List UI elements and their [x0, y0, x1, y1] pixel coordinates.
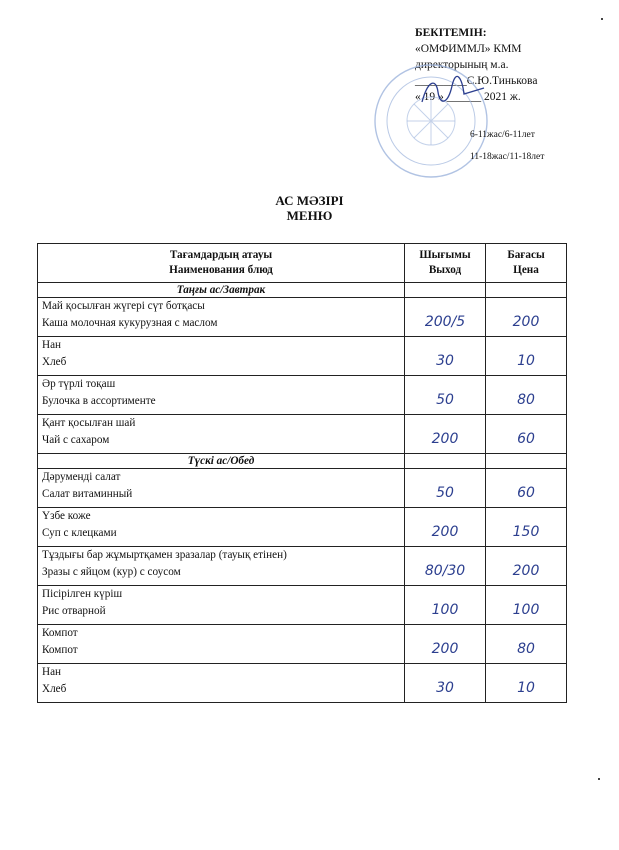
dish-name: Үзбе коже Суп с клецками: [38, 508, 405, 547]
table-row: [38, 337, 567, 376]
dish-output: 100: [405, 586, 486, 625]
table-row: [38, 376, 567, 415]
dish-price: 150: [486, 508, 567, 547]
section-title: Түскі ас/Обед: [38, 454, 405, 469]
header-dish-name: Тағамдардың атауы Наименования блюд: [38, 244, 405, 283]
table-row: [38, 625, 567, 664]
scan-speck: [598, 778, 600, 780]
dish-output: 30: [405, 664, 486, 703]
dish-name: Нан Хлеб: [38, 664, 405, 703]
approval-organization: «ОМФИММЛ» КММ: [415, 43, 522, 55]
section-row-lunch: [38, 454, 567, 469]
approval-date: « 19 » ______ 2021 ж.: [415, 91, 521, 103]
table-row: [38, 298, 567, 337]
dish-price: 60: [486, 415, 567, 454]
approval-heading: БЕКІТЕМІН:: [415, 27, 487, 39]
dish-name: Қант қосылған шай Чай с сахаром: [38, 415, 405, 454]
dish-price: 60: [486, 469, 567, 508]
dish-output: 30: [405, 337, 486, 376]
section-title: Таңғы ас/Завтрак: [38, 283, 405, 298]
dish-price: 10: [486, 664, 567, 703]
dish-output: 50: [405, 376, 486, 415]
section-row-breakfast: [38, 283, 567, 298]
header-price: Бағасы Цена: [486, 244, 567, 283]
dish-output: 200/5: [405, 298, 486, 337]
scan-speck: [601, 18, 603, 20]
dish-name: Май қосылған жүгері сүт ботқасы Каша молочная кукурузная с маслом: [38, 298, 405, 337]
table-row: [38, 586, 567, 625]
table-header-row: [38, 244, 567, 283]
dish-name: Дәруменді салат Салат витаминный: [38, 469, 405, 508]
menu-table: [37, 243, 567, 703]
menu-title-kz: АС МӘЗІРІ: [275, 193, 344, 208]
dish-output: 200: [405, 508, 486, 547]
header-output: Шығымы Выход: [405, 244, 486, 283]
table-row: [38, 547, 567, 586]
dish-name: Пісірілген күріш Рис отварной: [38, 586, 405, 625]
dish-output: 200: [405, 415, 486, 454]
dish-name: Тұздығы бар жұмыртқамен зразалар (тауық етінен) Зразы с яйцом (кур) с соусом: [38, 547, 405, 586]
dish-price: 10: [486, 337, 567, 376]
dish-price: 100: [486, 586, 567, 625]
table-row: [38, 664, 567, 703]
age-group-2: 11-18жас/11-18лет: [470, 152, 545, 162]
dish-name: Нан Хлеб: [38, 337, 405, 376]
dish-output: 50: [405, 469, 486, 508]
menu-title-ru: МЕНЮ: [286, 208, 333, 223]
dish-price: 80: [486, 376, 567, 415]
dish-price: 80: [486, 625, 567, 664]
dish-name: Компот Компот: [38, 625, 405, 664]
table-row: [38, 508, 567, 547]
dish-price: 200: [486, 547, 567, 586]
approval-signatory: _________С.Ю.Тинькова: [415, 75, 538, 87]
approval-position: директорының м.а.: [415, 59, 509, 71]
dish-output: 80/30: [405, 547, 486, 586]
dish-output: 200: [405, 625, 486, 664]
dish-name: Әр түрлі тоқаш Булочка в ассортименте: [38, 376, 405, 415]
table-row: [38, 415, 567, 454]
dish-price: 200: [486, 298, 567, 337]
signature-icon: [418, 74, 488, 110]
age-group-1: 6-11жас/6-11лет: [470, 130, 535, 140]
table-row: [38, 469, 567, 508]
